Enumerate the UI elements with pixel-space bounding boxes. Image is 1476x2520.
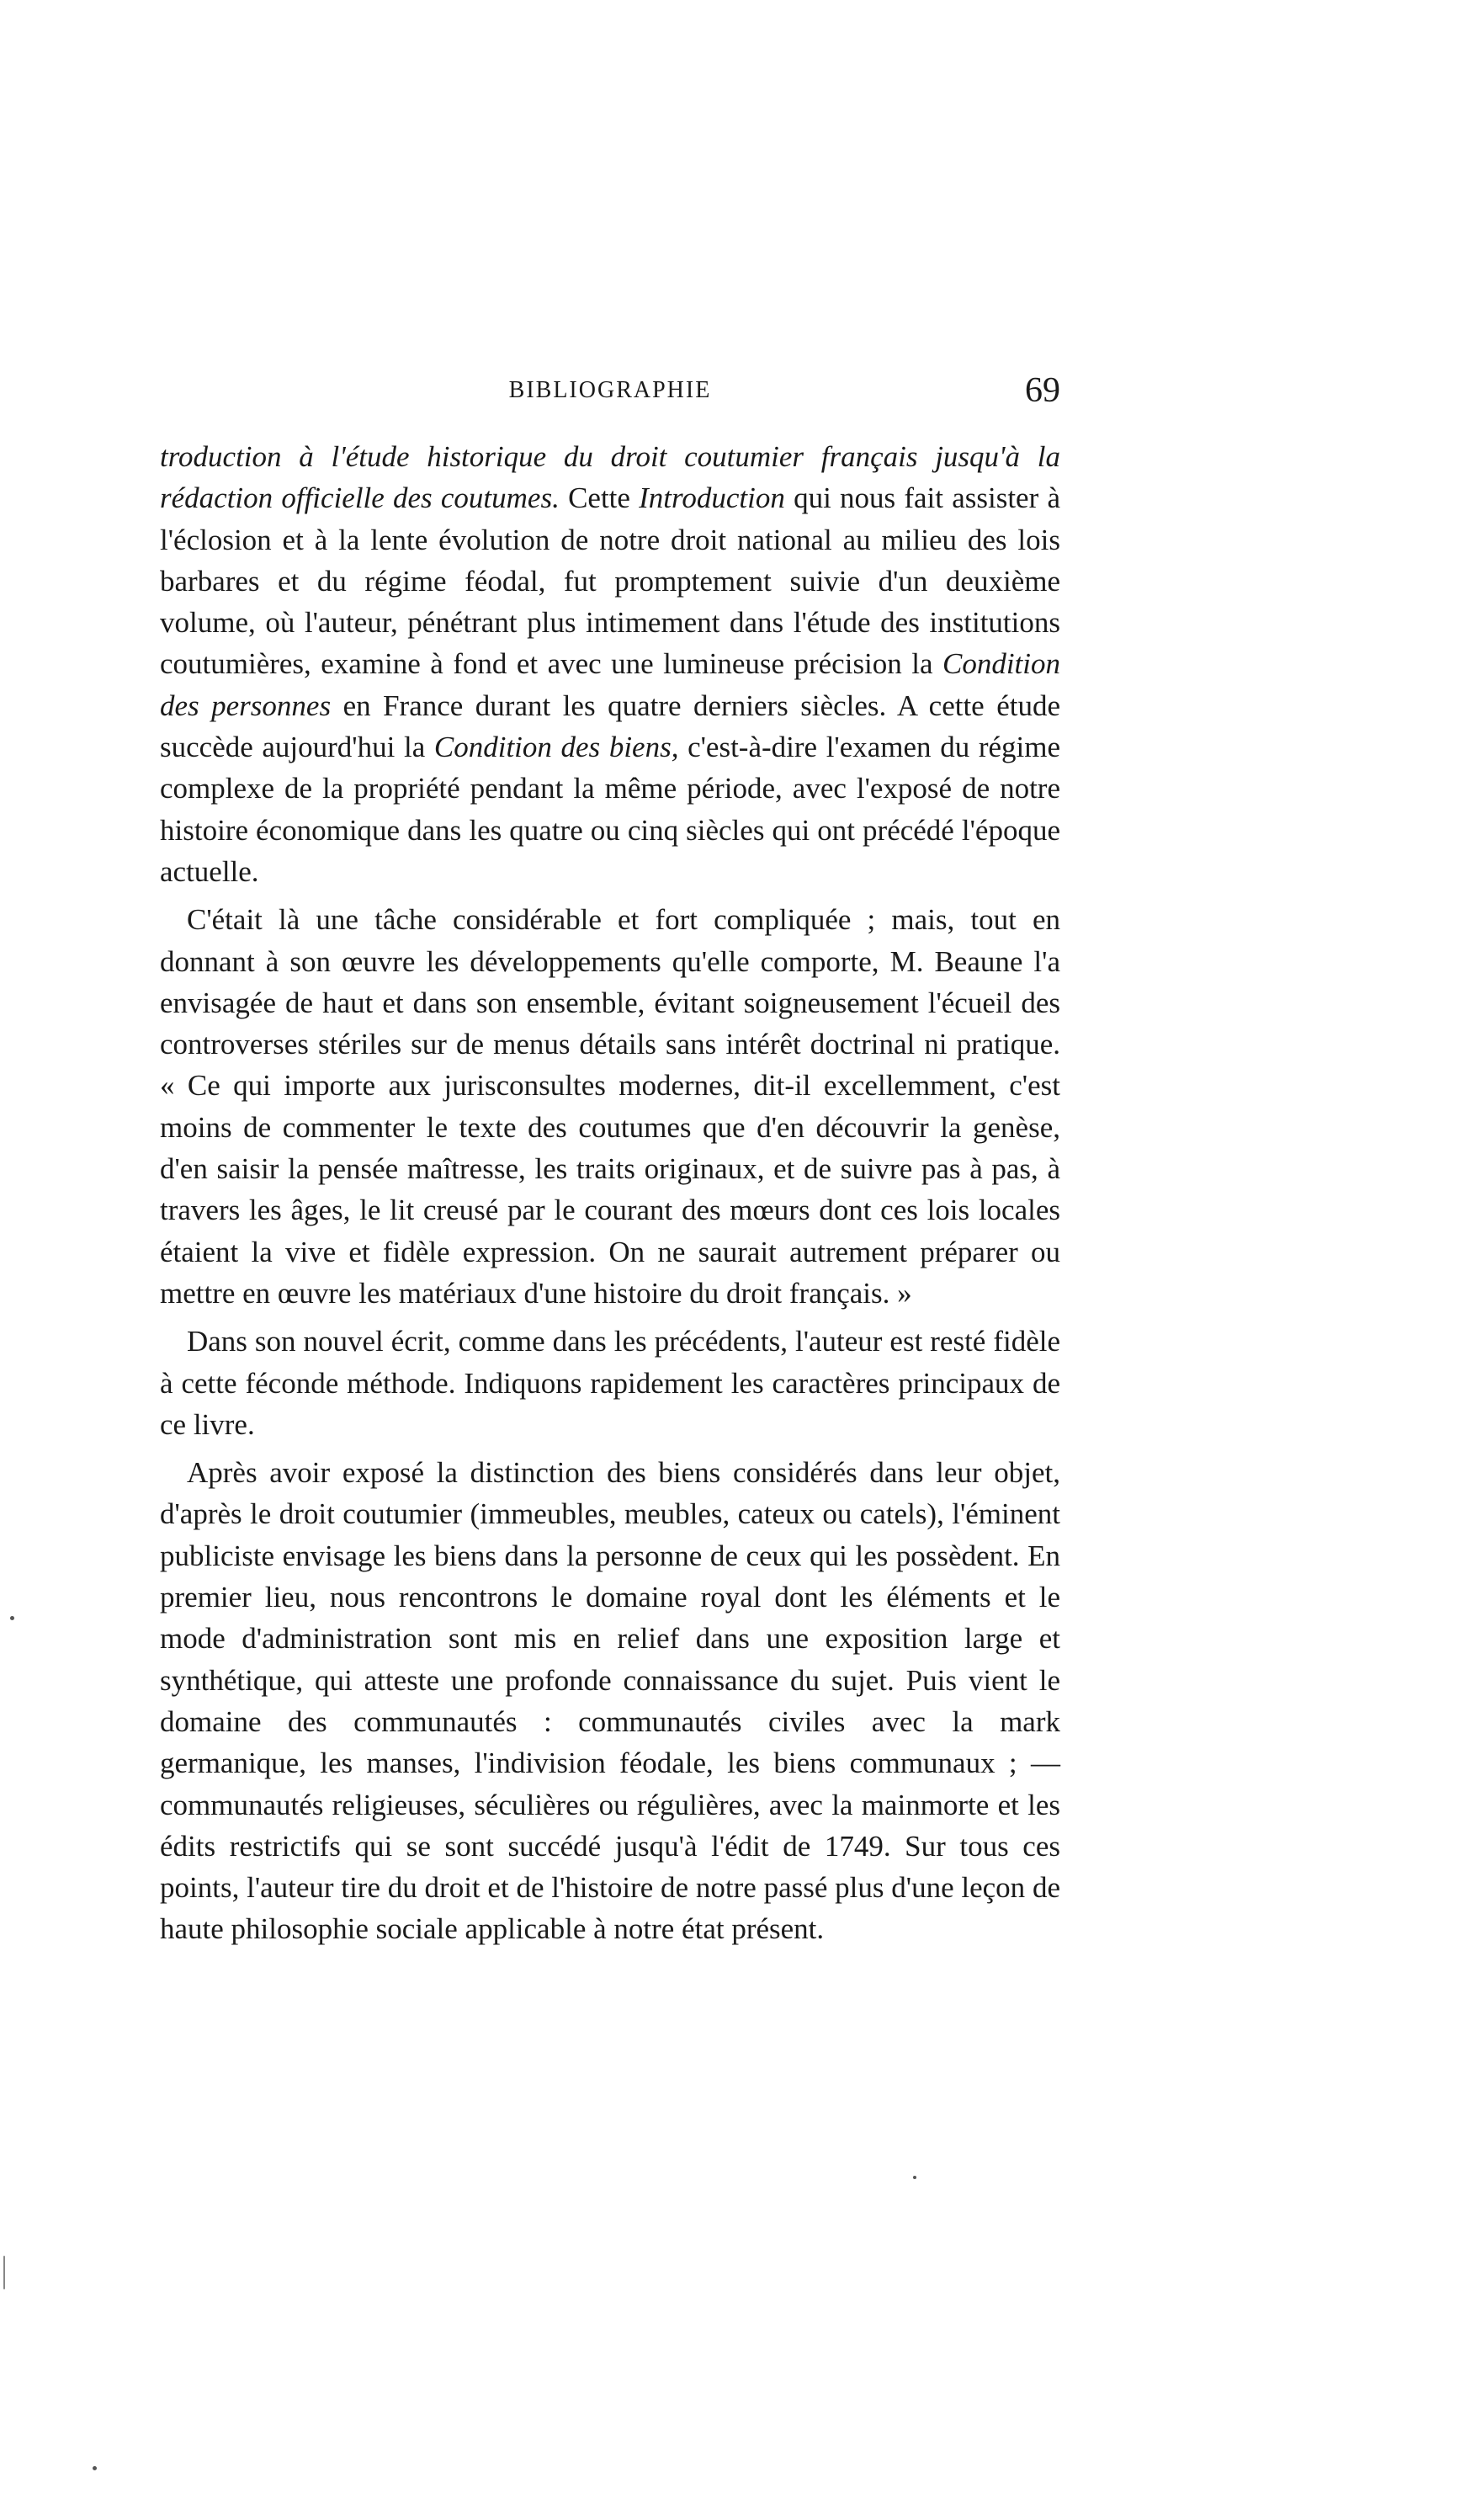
- text-segment: troduction à l'étude historique du droit coutumier français jusqu'à la rédaction officielle des coutumes.: [160, 440, 1060, 515]
- text-segment: Introduction: [639, 481, 785, 515]
- running-title: BIBLIOGRAPHIE: [508, 377, 712, 403]
- text-segment: Dans son nouvel écrit, comme dans les précédents, l'auteur est resté fidèle à cette féconde méthode. Indiquons rapidement les caractères principaux de ce livre.: [160, 1325, 1060, 1441]
- text-segment: qui nous fait assister à l'éclosion et à la lente évolution de notre droit national au milieu des lois barbares et du régime féodal, fut promptement suivie d'un deuxième volume, où l'auteur, pénétrant plus intimement dans l'étude des institutions coutumières, examine à fond et avec une lumineuse précision la: [160, 481, 1060, 681]
- scan-speck: [10, 1616, 14, 1620]
- paragraph: [160, 899, 1060, 1314]
- text-segment: en France durant les quatre derniers siècles. A cette étude succède aujourd'hui la: [160, 688, 1060, 764]
- body-text: [160, 436, 1060, 1950]
- text-segment: c'est-à-dire l'examen du régime complexe de la propriété pendant la même période, avec l'exposé de notre histoire économique dans les quatre ou cinq siècles qui ont précédé l'époque actuelle.: [160, 731, 1060, 888]
- scan-speck: [93, 2466, 97, 2470]
- running-head: [160, 370, 1060, 421]
- scan-speck: [913, 2176, 916, 2179]
- scan-speck: [3, 2256, 5, 2289]
- text-segment: C'était là une tâche considérable et fort compliquée ; mais, tout en donnant à son œuvre les développements qu'elle comporte, M. Beaune l'a envisagée de haut et dans son ensemble, évitant soigneusement l'écueil des controverses stériles sur de menus détails sans intérêt doctrinal ni pratique. « Ce qui importe aux jurisconsultes modernes, dit-il excellemment, c'est moins de commenter le texte des coutumes que d'en découvrir la genèse, d'en saisir la pensée maîtresse, les traits originaux, et de suivre pas à pas, à travers les âges, le lit creusé par le courant des mœurs dont ces lois locales étaient la vive et fidèle expression. On ne saurait autrement préparer ou mettre en œuvre les matériaux d'une histoire du droit français. »: [160, 903, 1060, 1310]
- paragraph: [160, 436, 1060, 892]
- paragraph: [160, 1452, 1060, 1950]
- text-segment: Cette: [559, 481, 640, 515]
- text-segment: Condition des biens,: [433, 731, 679, 764]
- page-number: 69: [1025, 371, 1060, 410]
- text-segment: Condition des personnes: [160, 647, 1060, 722]
- paragraph: [160, 1321, 1060, 1445]
- text-segment: Après avoir exposé la distinction des biens considérés dans leur objet, d'après le droit coutumier (immeubles, meubles, cateux ou catels), l'éminent publiciste envisage les biens dans la personne de ceux qui les possèdent. En premier lieu, nous rencontrons le domaine royal dont les éléments et le mode d'administration sont mis en relief dans une exposition large et synthétique, qui atteste une profonde connaissance du sujet. Puis vient le domaine des communautés : communautés civiles avec la mark germanique, les manses, l'indivision féodale, les biens communaux ; — communautés religieuses, séculières ou régulières, avec la mainmorte et les édits restrictifs qui se sont succédé jusqu'à l'édit de 1749. Sur tous ces points, l'auteur tire du droit et de l'histoire de notre passé plus d'une leçon de haute philosophie sociale applicable à notre état présent.: [160, 1456, 1060, 1946]
